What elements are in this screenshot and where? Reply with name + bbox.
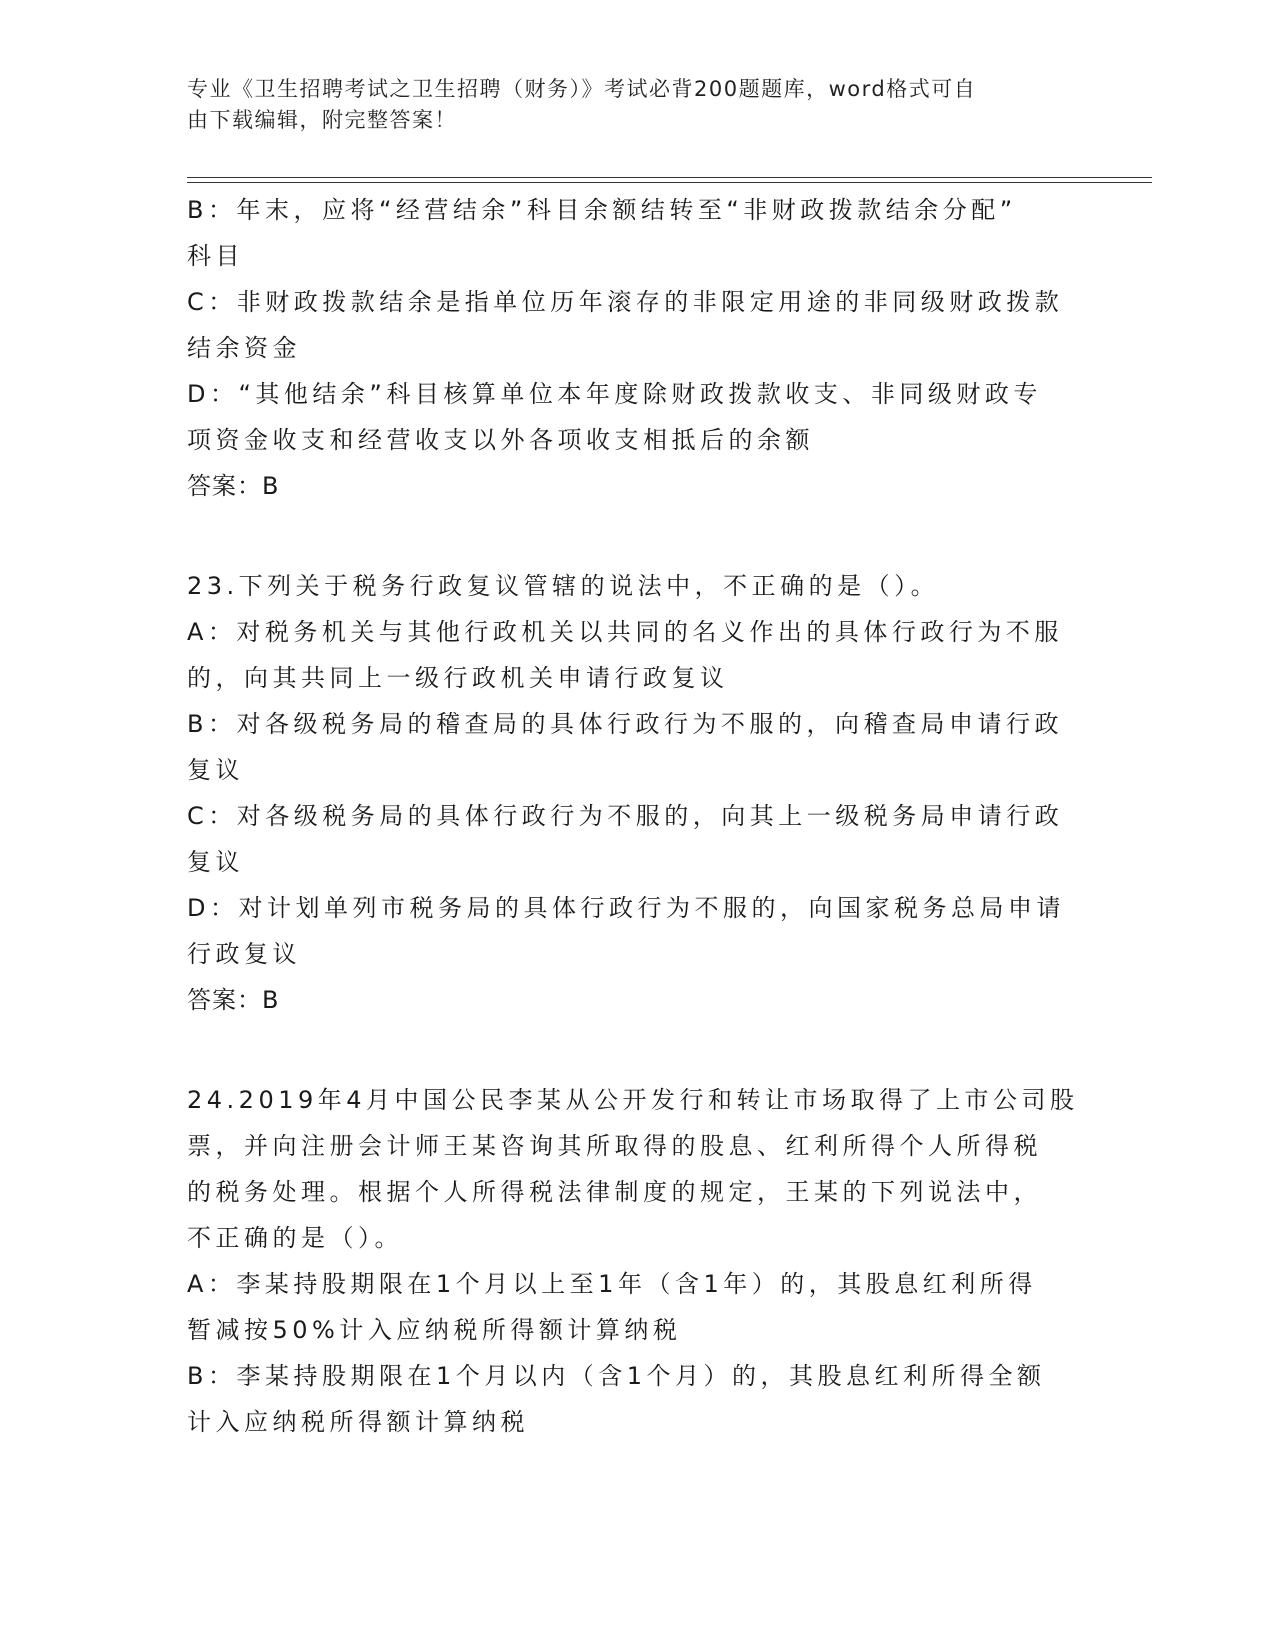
question-22-block: [187, 187, 1087, 509]
q23-option-a-line-1: A：对税务机关与其他行政机关以共同的名义作出的具体行政行为不服: [187, 618, 1063, 646]
q24-question-line-2: 票，并向注册会计师王某咨询其所取得的股息、红利所得个人所得税: [187, 1132, 1042, 1160]
q23-question: 23.下列关于税务行政复议管辖的说法中，不正确的是（）。: [187, 572, 940, 600]
q24-option-a-line-1: A：李某持股期限在1个月以上至1年（含1年）的，其股息红利所得: [187, 1270, 1037, 1298]
q23-option-c-line-1: C：对各级税务局的具体行政行为不服的，向其上一级税务局申请行政: [187, 802, 1064, 830]
document-header: [187, 74, 1077, 136]
q22-option-b-line-2: 科目: [187, 242, 244, 270]
q22-option-c-line-2: 结余资金: [187, 334, 301, 362]
q24-option-b-line-1: B：李某持股期限在1个月以内（含1个月）的，其股息红利所得全额: [187, 1362, 1046, 1390]
q22-option-d-line-1: D：“其他结余”科目核算单位本年度除财政拨款收支、非同级财政专: [187, 380, 1042, 408]
header-divider-thin: [187, 182, 1152, 183]
q24-option-a-line-2: 暂减按50%计入应纳税所得额计算纳税: [187, 1316, 682, 1344]
question-23-block: [187, 563, 1087, 1023]
header-title-line-2: 由下载编辑，附完整答案！: [187, 108, 457, 132]
q24-question-line-4: 不正确的是（）。: [187, 1224, 403, 1252]
q23-option-c-line-2: 复议: [187, 848, 244, 876]
q24-question-line-1: 24.2019年4月中国公民李某从公开发行和转让市场取得了上市公司股: [187, 1086, 1079, 1114]
q23-option-b-line-1: B：对各级税务局的稽查局的具体行政行为不服的，向稽查局申请行政: [187, 710, 1063, 738]
q23-answer: 答案：B: [187, 986, 280, 1014]
q24-question-line-3: 的税务处理。根据个人所得税法律制度的规定，王某的下列说法中，: [187, 1178, 1042, 1206]
header-title-line-1: 专业《卫生招聘考试之卫生招聘（财务）》考试必背200题题库，word格式可自: [187, 77, 977, 101]
q23-option-d-line-2: 行政复议: [187, 940, 301, 968]
q23-option-a-line-2: 的，向其共同上一级行政机关申请行政复议: [187, 664, 729, 692]
q22-option-c-line-1: C：非财政拨款结余是指单位历年滚存的非限定用途的非同级财政拨款: [187, 288, 1064, 316]
q24-option-b-line-2: 计入应纳税所得额计算纳税: [187, 1408, 529, 1436]
header-divider-thick: [187, 177, 1152, 178]
question-spacer: [187, 509, 1087, 563]
question-24-block: [187, 1077, 1087, 1445]
q22-option-b-line-1: B：年末，应将“经营结余”科目余额结转至“非财政拨款结余分配”: [187, 196, 1017, 224]
q22-answer: 答案：B: [187, 472, 280, 500]
q23-option-b-line-2: 复议: [187, 756, 244, 784]
q23-option-d-line-1: D：对计划单列市税务局的具体行政行为不服的，向国家税务总局申请: [187, 894, 1065, 922]
document-body: [187, 187, 1087, 1445]
q22-option-d-line-2: 项资金收支和经营收支以外各项收支相抵后的余额: [187, 426, 814, 454]
question-spacer: [187, 1023, 1087, 1077]
